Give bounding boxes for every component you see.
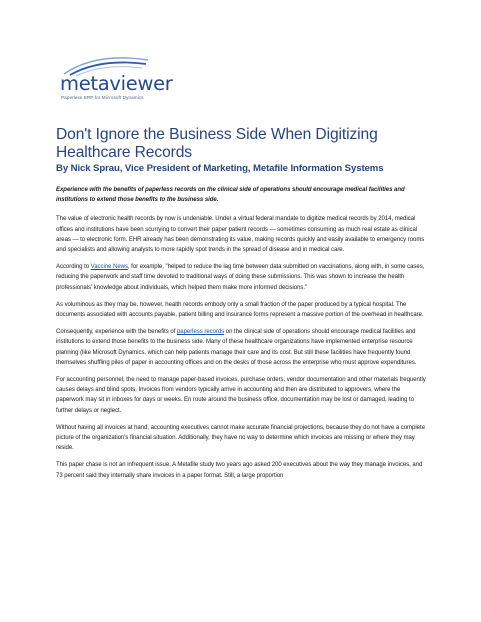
paragraph-7: This paper chase is not an infrequent issue. A Metafile study two years ago asked 200 executives about the way they manage invoices, and 73 percent said they internally share invoices in a paper format. Still, a large proportion [56,462,423,479]
metaviewer-logo [56,50,216,104]
paragraph-5: For accounting personnel, the need to manage paper-based invoices, purchase orders, vendor documentation and other materials frequently causes delays and blind spots. Invoices from vendors typically arrive in accounting and then are distributed to approvers, where the paperwork may sit in inboxes for days or weeks. En route around the business office, documentation may be lost or damaged, leading to further delays or neglect. [56,377,426,414]
logo-wordmark: metaviewer [60,72,173,95]
article-byline: By Nick Sprau, Vice President of Marketing, Metafile Information Systems [56,163,384,174]
paperless-records-link[interactable]: paperless records [176,329,225,336]
paragraph-1: The value of electronic health records by now is undeniable. Under a virtual federal mandate to digitize medical records by 2014, medical offices and institutions have been scurrying to convert their paper patient records — sometimes consuming as much real estate as clinical areas — to electronic form. EHR already has been demonstrating its value, making records quickly and easily available to emergency rooms and specialists and allowing analysts to more rapidly spot trends in the spread of disease and in medical care. [56,216,425,254]
vaccine-news-link[interactable]: Vaccine News [90,264,128,271]
paragraph-6: Without having all invoices at hand, accounting executives cannot make accurate financial projections, because they do not have a complete picture of the organization's financial situation. Additionally, they have no way to determine which invoices are missing or where they may reside. [56,424,425,452]
paragraph-3: As voluminous as they may be, however, health records embody only a small fraction of the paper produced by a typical hospital. The documents associated with accounts payable, patient billing and insurance forms represent a massive portion of the overhead in healthcare. [56,301,424,319]
paragraph-4 [56,327,428,368]
paragraph-2-rest: , for example, "helped to reduce the lag time between data submitted on vaccinations, along with, in some cases, reducing the paperwork and staff time devoted to traditional ways of doing these submissions. This was shown to increase the health professionals' knowledge about individuals, which helped them make more informed decisions." [56,264,425,291]
article-title: Don't Ignore the Business Side When Digitizing Healthcare Records [56,126,378,161]
paragraph-2 [56,262,428,293]
logo-tagline: Paperless ERP for Microsoft Dynamics [61,95,144,100]
article-body [56,185,428,488]
paragraph-4-lead: Consequently, experience with the benefits of [56,329,177,336]
paragraph-4-rest: on the clinical side of operations should encourage medical facilities and institutions to extend those benefits to the business side. Many of these healthcare organizations have implemented enterprise resource planning (like Microsoft Dynamics, which can help patients manage their care and its cost. But still these facilities have frequently found themselves shuffling piles of paper in accounting offices and on the desks of those across the enterprise who must approve expenditures. [56,329,417,366]
intro-paragraph: Experience with the benefits of paperless records on the clinical side of operations should encourage medical facilities and institutions to extend those benefits to the business side. [56,187,405,204]
paragraph-2-lead: According to [56,264,91,271]
